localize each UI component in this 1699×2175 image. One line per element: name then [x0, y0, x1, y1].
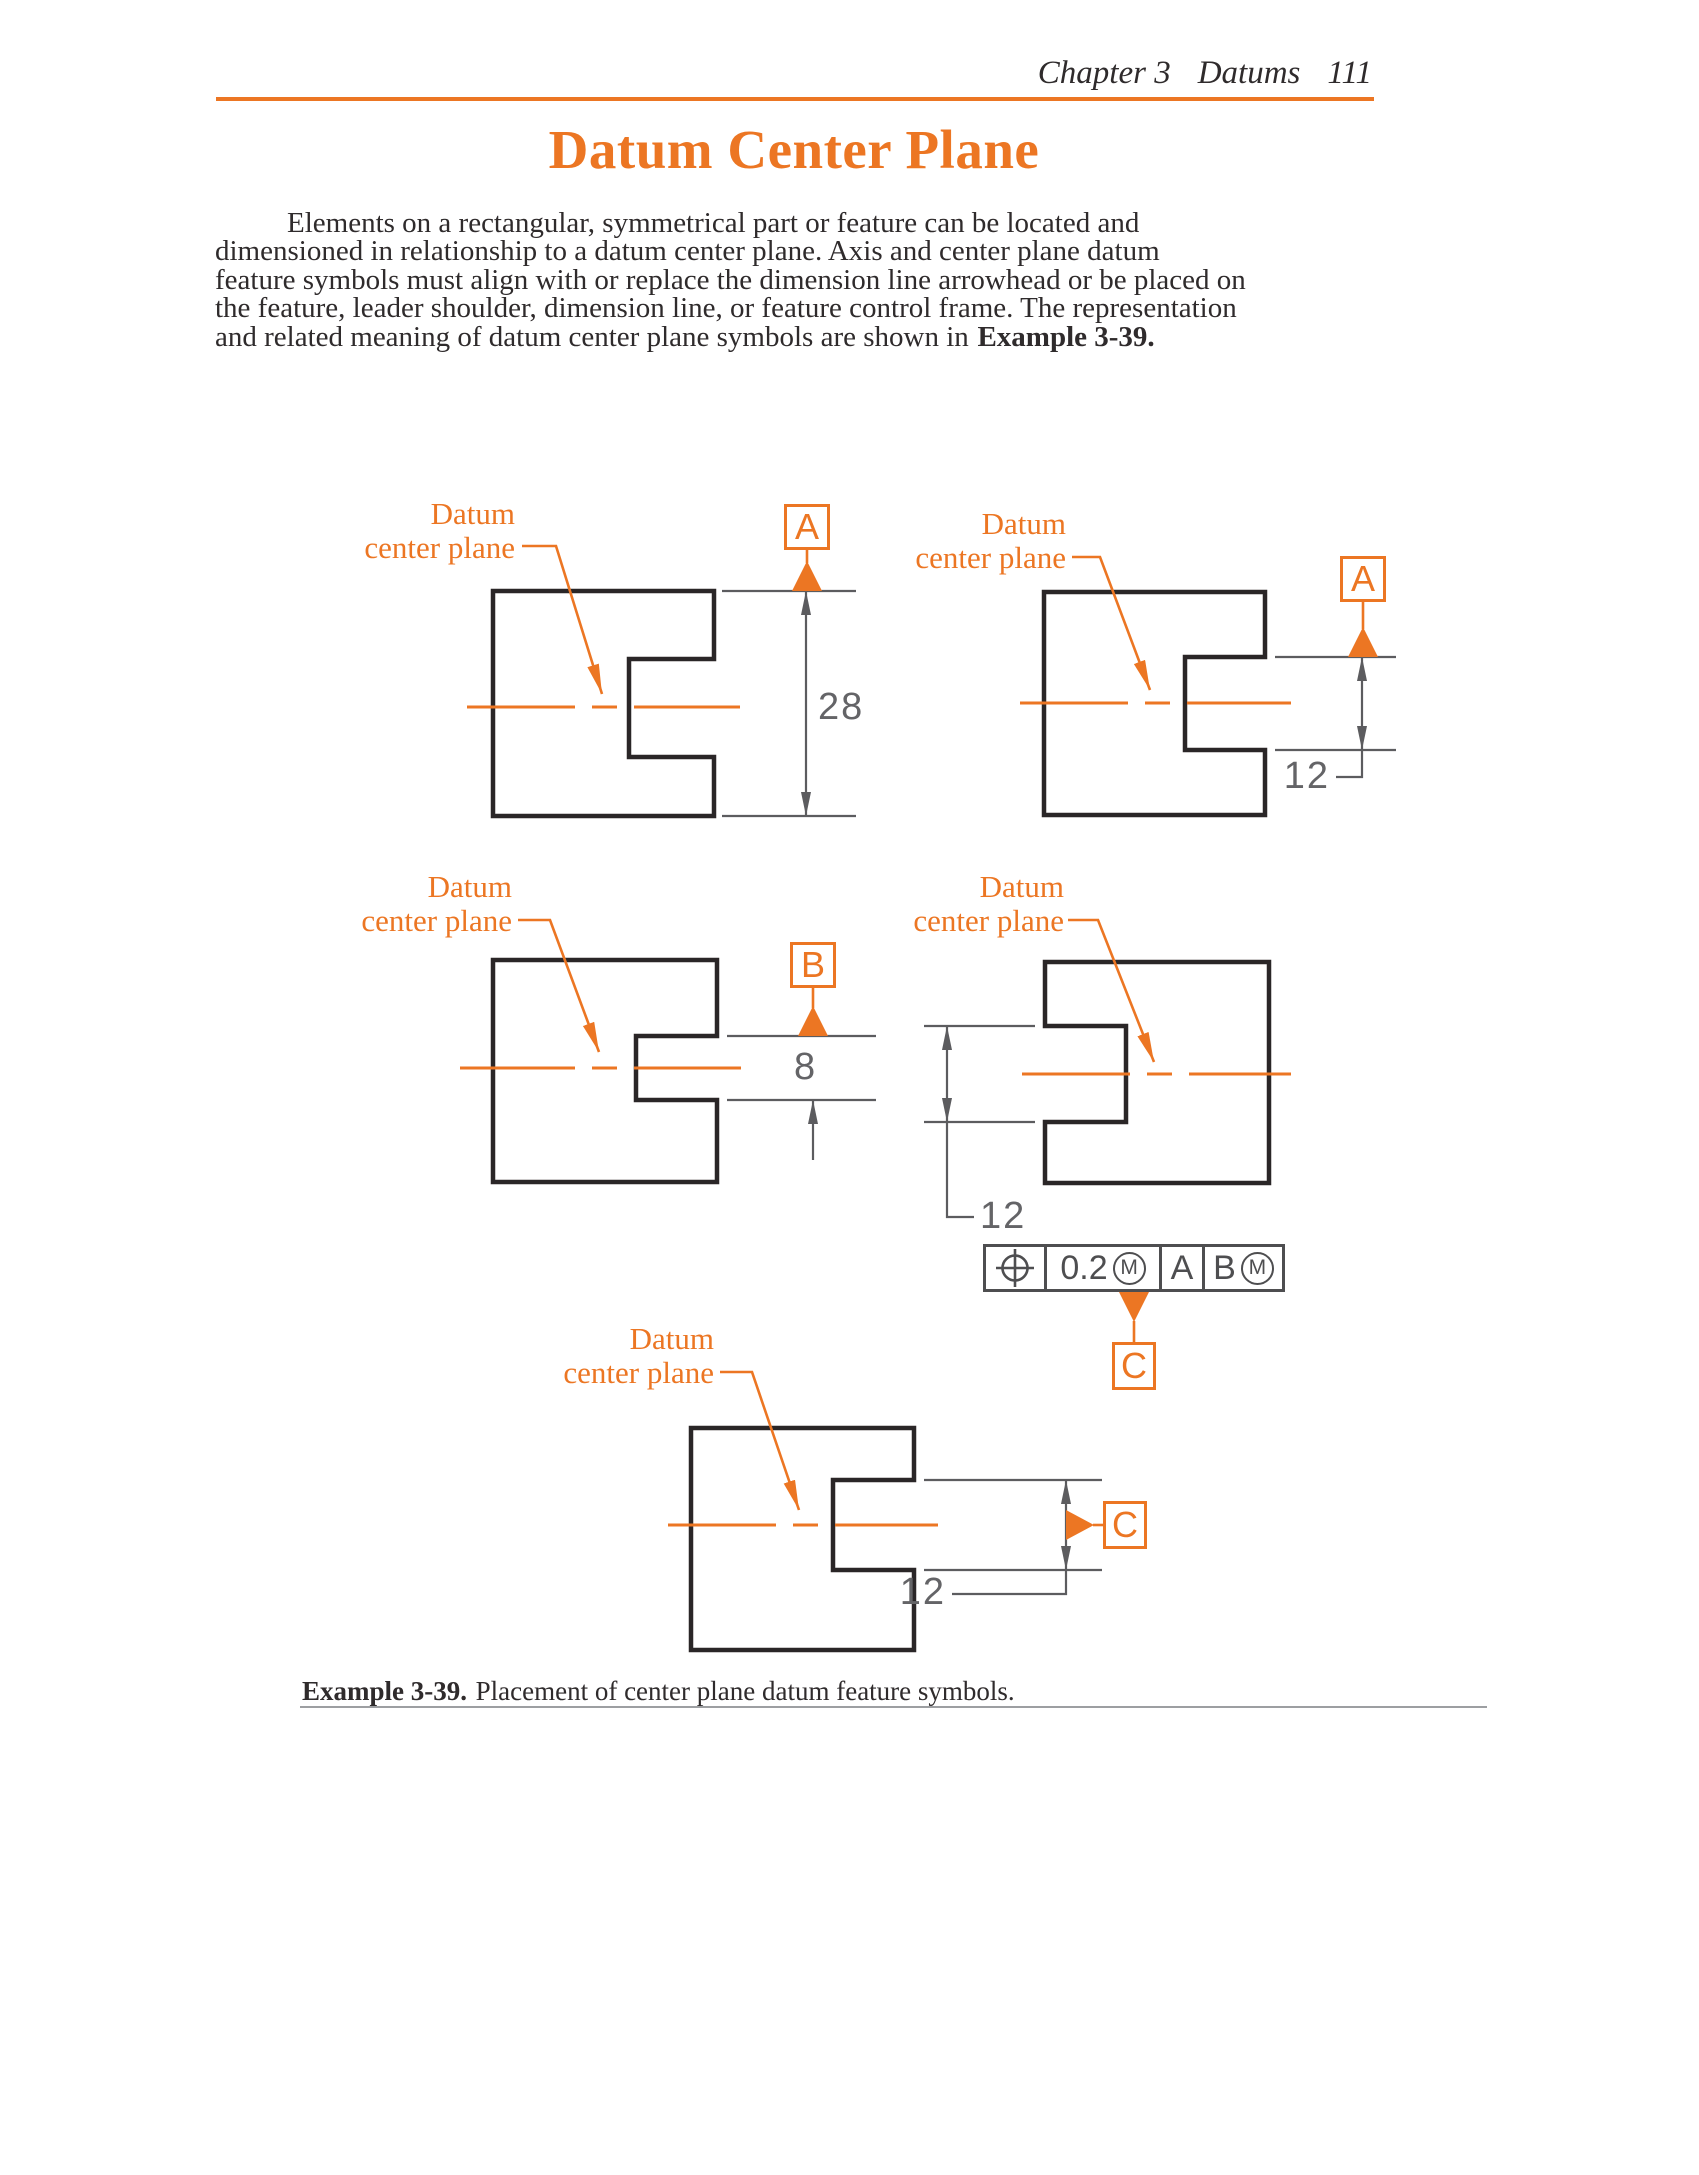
figure-caption [302, 1676, 1015, 1707]
datum-symbol-box: C [1112, 1342, 1156, 1390]
datum-feature-triangle-icon [1066, 1510, 1094, 1540]
paragraph-line-text: and related meaning of datum center plane symbols are shown in [215, 320, 969, 353]
header-page-number: 111 [1327, 55, 1372, 91]
page-title: Datum Center Plane [548, 119, 1040, 180]
caption-text: Placement of center plane datum feature symbols. [475, 1676, 1015, 1706]
datum-symbol-box: C [1103, 1501, 1147, 1549]
paragraph-line: the feature, leader shoulder, dimension line, or feature control frame. The representation [215, 292, 1237, 325]
label-leader-line [1068, 920, 1154, 1062]
dimension-value: 8 [794, 1046, 818, 1088]
datum-feature-triangle-icon [792, 561, 822, 591]
datum-feature-triangle-icon [1348, 627, 1378, 657]
datum-center-plane-label: Datum center plane [913, 869, 1064, 938]
fcf-secondary-datum-cell: B M [1202, 1247, 1282, 1289]
datum-symbol-box: A [1340, 556, 1386, 602]
label-leader-line [720, 1372, 799, 1510]
header-chapter: Chapter 3 [1037, 55, 1171, 91]
dimension-value: 12 [1283, 755, 1330, 797]
caption-rule [300, 1706, 1487, 1708]
part-outline [493, 960, 717, 1182]
datum-center-plane-label: Datum center plane [364, 496, 515, 565]
dimension-leader-corner [1336, 750, 1362, 777]
label-leader-line [518, 920, 599, 1052]
fcf-geometric-symbol-cell [986, 1247, 1044, 1289]
figure-bottom [668, 1372, 1103, 1650]
fcf-primary-datum-cell: A [1159, 1247, 1202, 1289]
part-outline [493, 591, 714, 816]
datum-center-plane-label: Datum center plane [563, 1321, 714, 1390]
datum-center-plane-label: Datum center plane [915, 506, 1066, 575]
dimension-value: 12 [980, 1195, 1027, 1237]
header-section: Datums [1197, 55, 1301, 91]
part-outline [691, 1428, 914, 1650]
example-reference: Example 3-39. [977, 320, 1155, 353]
label-leader-line [522, 546, 602, 694]
feature-control-frame [983, 1244, 1285, 1292]
datum-feature-triangle-icon [1119, 1292, 1149, 1322]
datum-symbol-box: A [784, 504, 830, 550]
fcf-tolerance-cell: 0.2 M [1044, 1247, 1159, 1289]
figure-top-left [467, 546, 856, 816]
material-condition-modifier-icon: M [1113, 1252, 1146, 1285]
caption-label: Example 3-39. [302, 1676, 467, 1706]
dimension-value: 28 [818, 686, 865, 728]
dimension-value: 12 [899, 1571, 946, 1613]
paragraph-line: Elements on a rectangular, symmetrical part or feature can be located and [287, 207, 1140, 239]
paragraph-line: dimensioned in relationship to a datum center plane. Axis and center plane datum [215, 235, 1160, 268]
datum-symbol-box: B [790, 942, 836, 988]
label-leader-line [1072, 557, 1150, 690]
datum-feature-triangle-icon [798, 1006, 828, 1036]
position-symbol-icon [994, 1247, 1036, 1289]
dimension-leader-corner [952, 1570, 1066, 1594]
material-condition-modifier-icon: M [1241, 1252, 1274, 1285]
paragraph-line: feature symbols must align with or replace the dimension line arrowhead or be placed on [215, 263, 1246, 296]
datum-center-plane-label: Datum center plane [361, 869, 512, 938]
dimension-leader-corner [947, 1122, 974, 1217]
